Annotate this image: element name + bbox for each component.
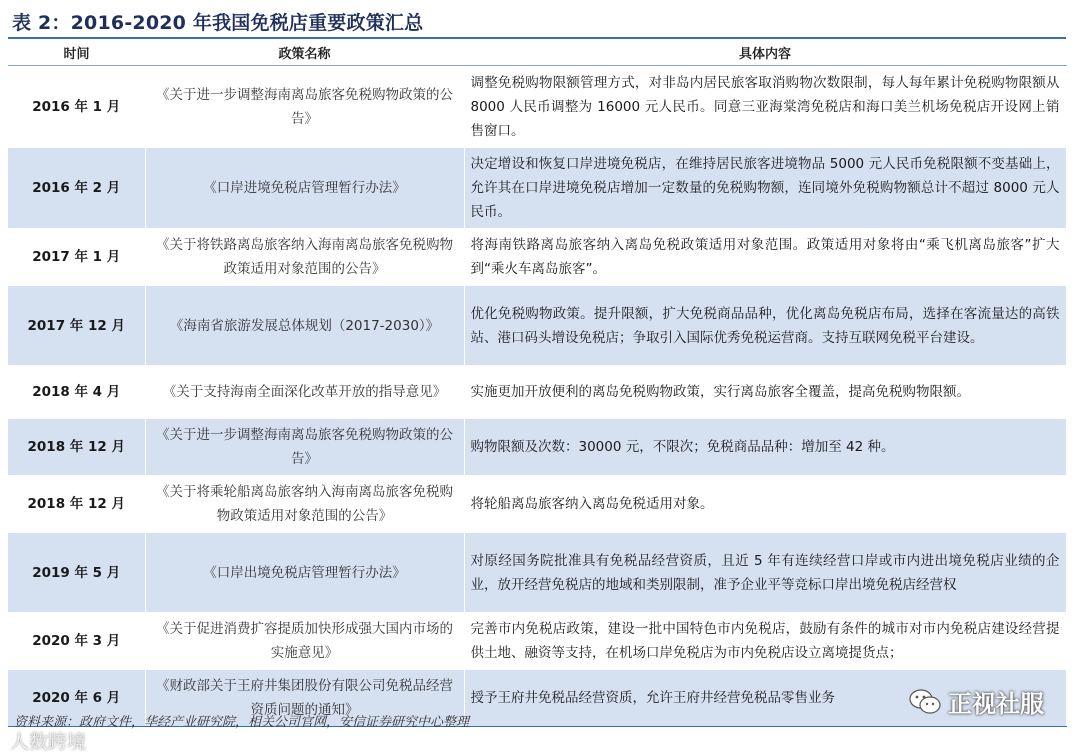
row-time: 2016 年 2 月	[8, 148, 145, 229]
row-content: 优化免税购物政策。提升限额，扩大免税商品品种，优化离岛免税店布局，选择在客流量达的高铁站、港口码头增设免税店；争取引入国际优秀免税运营商。支持互联网免税平台建设。	[464, 286, 1066, 366]
row-content: 实施更加开放便利的离岛免税购物政策，实行离岛旅客全覆盖，提高免税购物限额。	[464, 366, 1066, 419]
header-time: 时间	[8, 39, 145, 66]
row-policy-name: 《关于支持海南全面深化改革开放的指导意见》	[145, 366, 464, 419]
row-time: 2018 年 4 月	[8, 366, 145, 419]
row-policy-name: 《口岸进境免税店管理暂行办法》	[145, 148, 464, 229]
row-policy-name: 《关于进一步调整海南离岛旅客免税购物政策的公告》	[145, 66, 464, 148]
row-policy-name: 《财政部关于王府井集团股份有限公司免税品经营资质问题的通知》	[145, 670, 464, 727]
table-row	[8, 229, 1066, 286]
row-content: 将轮船离岛旅客纳入离岛免税适用对象。	[464, 476, 1066, 533]
row-time: 2017 年 12 月	[8, 286, 145, 366]
row-time: 2019 年 5 月	[8, 533, 145, 613]
row-policy-name: 《海南省旅游发展总体规划（2017-2030）》	[145, 286, 464, 366]
row-time: 2018 年 12 月	[8, 476, 145, 533]
watermark-right	[908, 684, 1044, 719]
row-content: 将海南铁路离岛旅客纳入离岛免税政策适用对象范围。政策适用对象将由“乘飞机离岛旅客”扩大到“乘火车离岛旅客”。	[464, 229, 1066, 286]
table-row	[8, 286, 1066, 366]
source-note: 资料来源：政府文件，华经产业研究院，相关公司官网，安信证券研究中心整理	[14, 715, 470, 730]
row-policy-name: 《关于将乘轮船离岛旅客纳入海南离岛旅客免税购物政策适用对象范围的公告》	[145, 476, 464, 533]
header-policy-name: 政策名称	[145, 39, 464, 66]
table-row	[8, 366, 1066, 419]
row-time: 2016 年 1 月	[8, 66, 145, 148]
row-content: 对原经国务院批准具有免税品经营资质，且近 5 年有连续经营口岸或市内进出境免税店业绩的企业，放开经营免税店的地域和类别限制，准予企业平等竞标口岸出境免税店经营权	[464, 533, 1066, 613]
policy-table	[8, 39, 1067, 727]
row-content: 决定增设和恢复口岸进境免税店，在维持居民旅客进境物品 5000 元人民币免税限额不变基础上，允许其在口岸进境免税店增加一定数量的免税购物额，连同境外免税购物额总计不超过 8000 元人民币。	[464, 148, 1066, 229]
row-policy-name: 《关于将铁路离岛旅客纳入海南离岛旅客免税购物政策适用对象范围的公告》	[145, 229, 464, 286]
row-time: 2020 年 3 月	[8, 613, 145, 670]
table-row	[8, 419, 1066, 476]
header-content: 具体内容	[464, 39, 1066, 66]
row-time: 2020 年 6 月	[8, 670, 145, 727]
table-row	[8, 66, 1066, 148]
row-time: 2018 年 12 月	[8, 419, 145, 476]
table-row	[8, 533, 1066, 613]
row-content: 调整免税购物限额管理方式，对非岛内居民旅客取消购物次数限制，每人每年累计免税购物限额从 8000 人民币调整为 16000 元人民币。同意三亚海棠湾免税店和海口美兰机场免税店开设网上销售窗口。	[464, 66, 1066, 148]
row-policy-name: 《关于促进消费扩容提质加快形成强大国内市场的实施意见》	[145, 613, 464, 670]
row-policy-name: 《关于进一步调整海南离岛旅客免税购物政策的公告》	[145, 419, 464, 476]
table-row	[8, 148, 1066, 229]
row-content: 购物限额及次数：30000 元，不限次；免税商品品种：增加至 42 种。	[464, 419, 1066, 476]
row-policy-name: 《口岸出境免税店管理暂行办法》	[145, 533, 464, 613]
table-header-row	[8, 39, 1066, 66]
wechat-icon	[908, 688, 942, 716]
table-row	[8, 476, 1066, 533]
row-content: 完善市内免税店政策，建设一批中国特色市内免税店，鼓励有条件的城市对市内免税店建设经营提供土地、融资等支持，在机场口岸免税店为市内免税店设立离境提货点；	[464, 613, 1066, 670]
watermark-left: 人数跨境	[10, 731, 87, 753]
table-title: 表 2：2016-2020 年我国免税店重要政策汇总	[12, 12, 424, 34]
row-content: 授予王府井免税品经营资质，允许王府井经营免税品零售业务	[464, 670, 1066, 727]
table-row	[8, 613, 1066, 670]
row-time: 2017 年 1 月	[8, 229, 145, 286]
watermark-right-text: 正视社服	[948, 690, 1044, 718]
